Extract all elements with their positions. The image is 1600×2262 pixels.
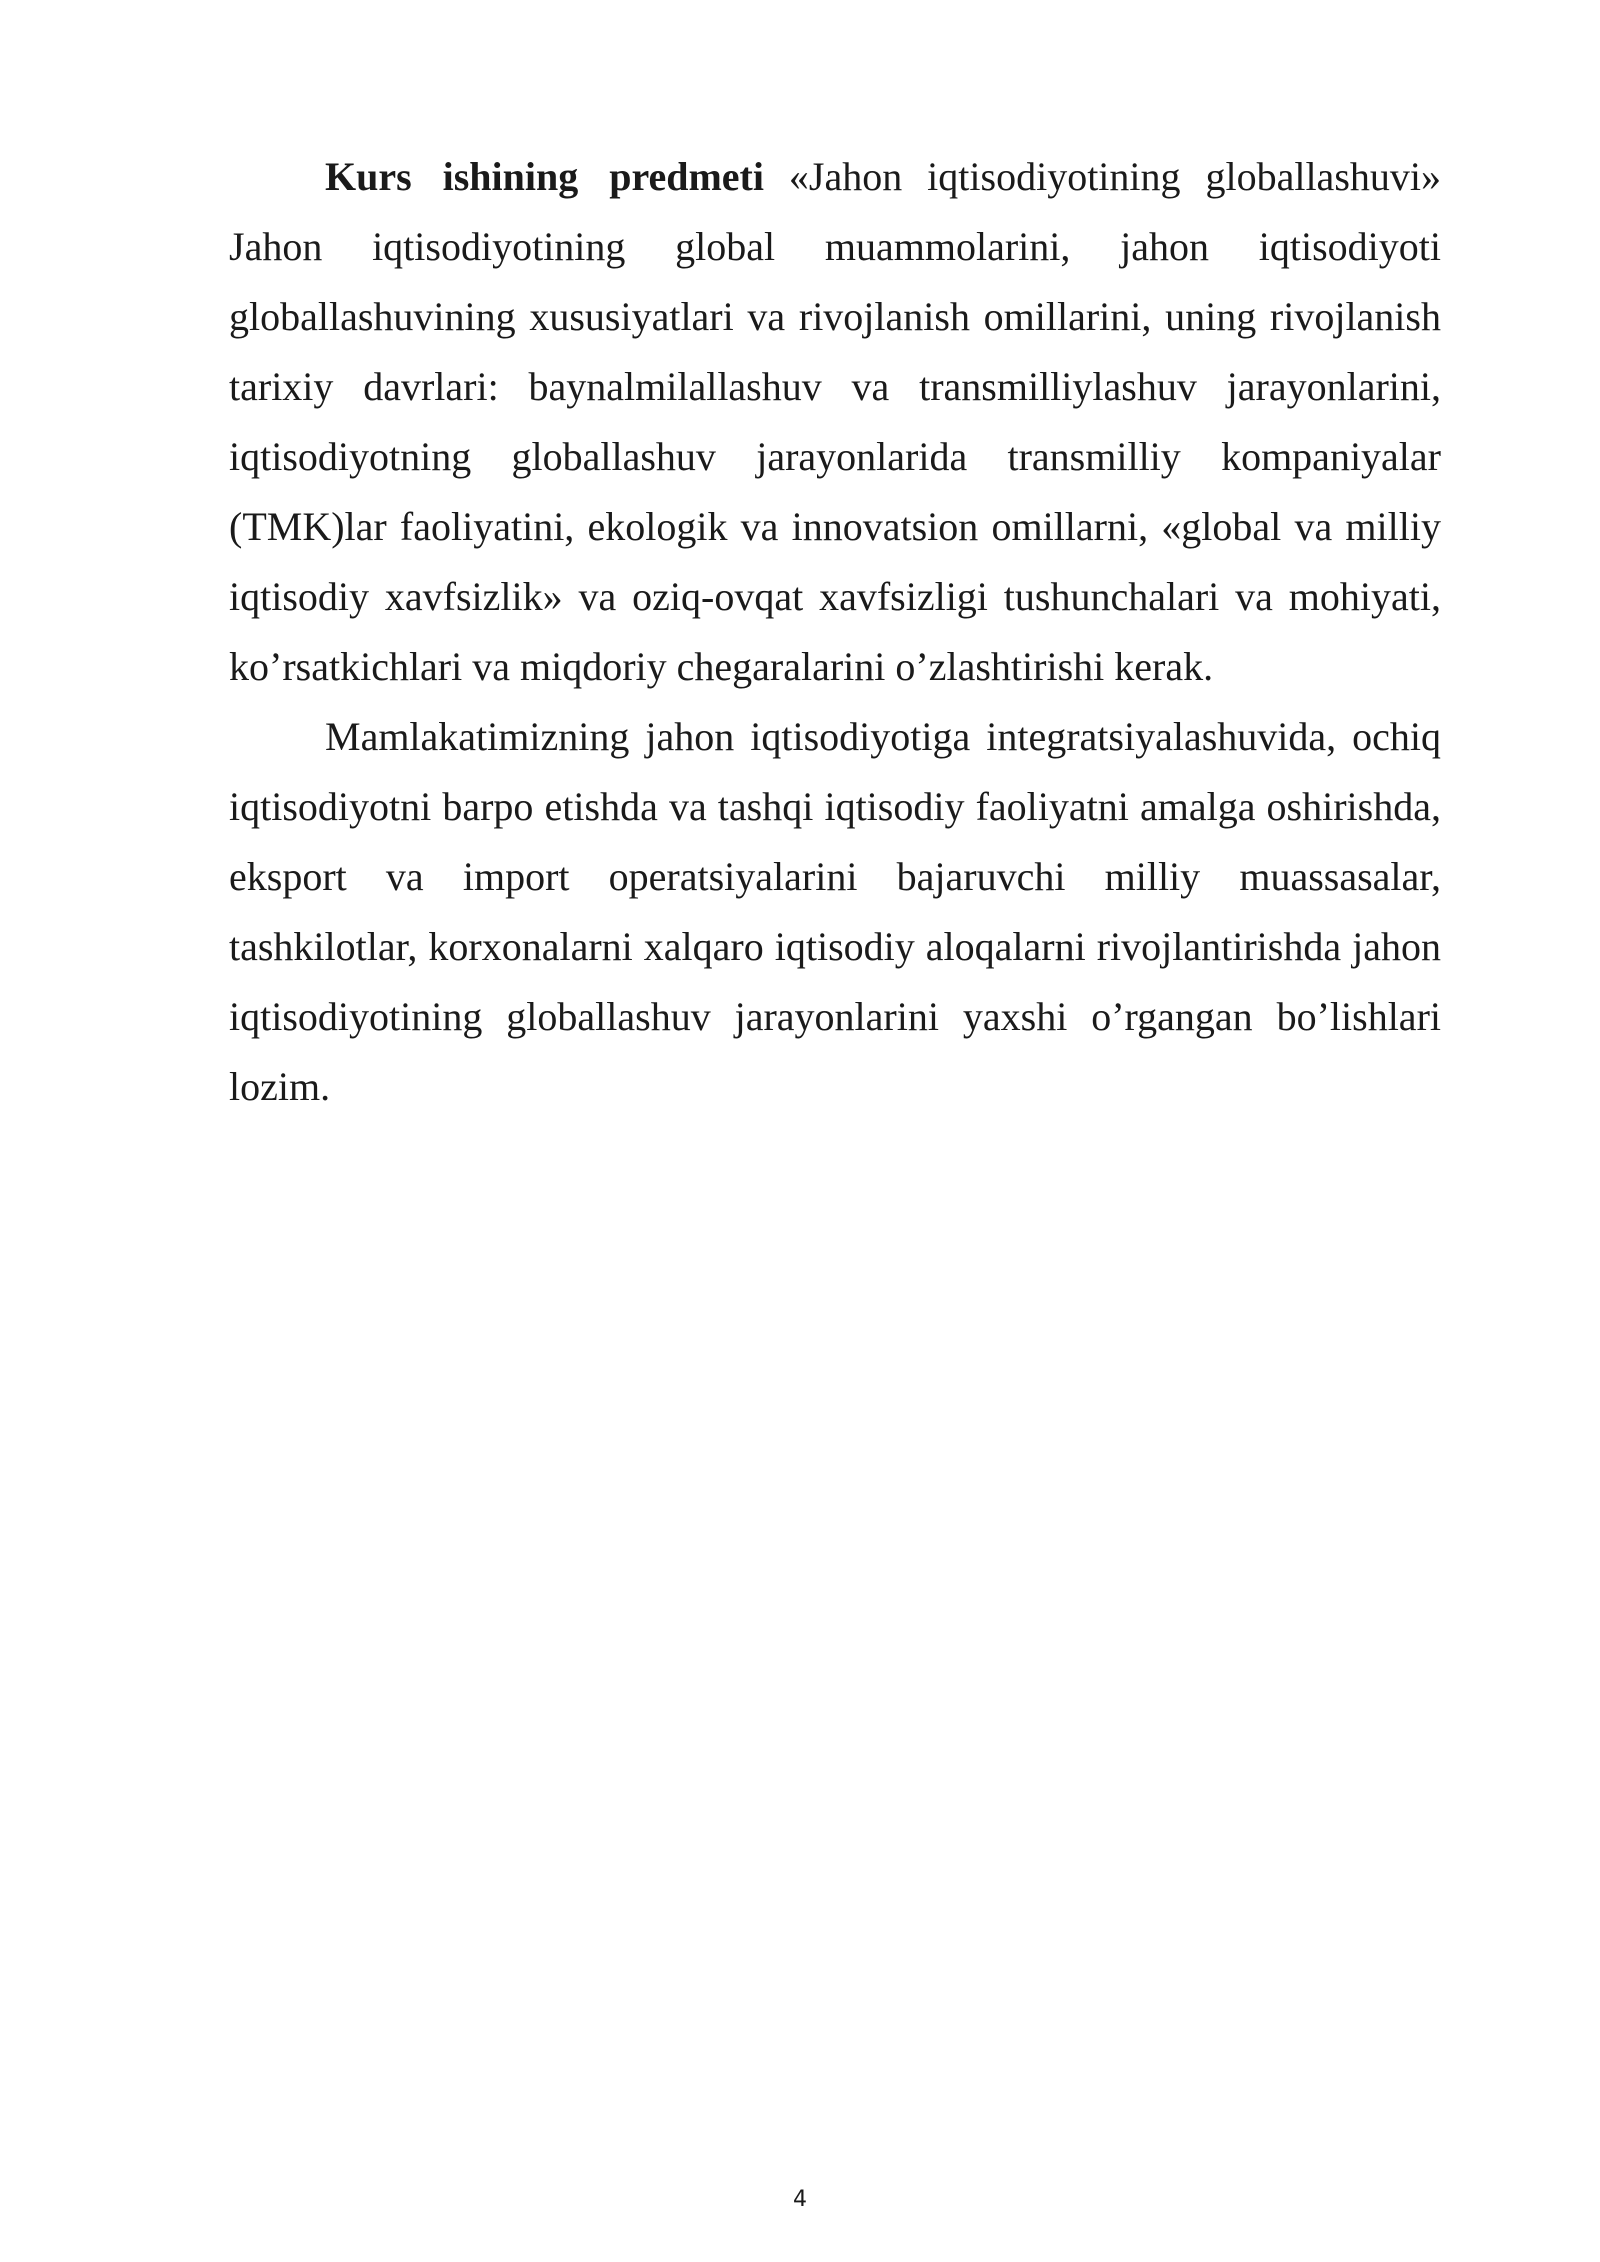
paragraph-body: «Jahon iqtisodiyotining globallashuvi» Jahon iqtisodiyotining global muammolarini, jahon iqtisodiyoti globallashuvining xususiyatlari va rivojlanish omillarini, uning rivojlanish tarixiy davrlari: baynalmilallashuv va transmilliylashuv jarayonlarini, iqtisodiyotning globallashuv jarayonlarida transmilliy kompaniyalar (TMK)lar faoliyatini, ekologik va innovatsion omillarni, «global va milliy iqtisodiy xavfsizlik» va oziq-ovqat xavfsizligi tushunchalari va mohiyati, ko’rsatkichlari va miqdoriy chegaralarini o’zlashtirishi kerak. [229, 154, 1441, 689]
paragraph-lead-bold: Kurs ishining predmeti [325, 154, 764, 199]
paragraph-subject [229, 142, 1441, 702]
page-number: 4 [793, 2187, 807, 2212]
paragraph-integration [229, 702, 1441, 1122]
paragraph-body: Mamlakatimizning jahon iqtisodiyotiga integratsiyalashuvida, ochiq iqtisodiyotni barpo etishda va tashqi iqtisodiy faoliyatni amalga oshirishda, eksport va import operatsiyalarini bajaruvchi milliy muassasalar, tashkilotlar, korxonalarni xalqaro iqtisodiy aloqalarni rivojlantirishda jahon iqtisodiyotining globallashuv jarayonlarini yaxshi o’rgangan bo’lishlari lozim. [229, 714, 1441, 1109]
body-text [229, 142, 1441, 1122]
